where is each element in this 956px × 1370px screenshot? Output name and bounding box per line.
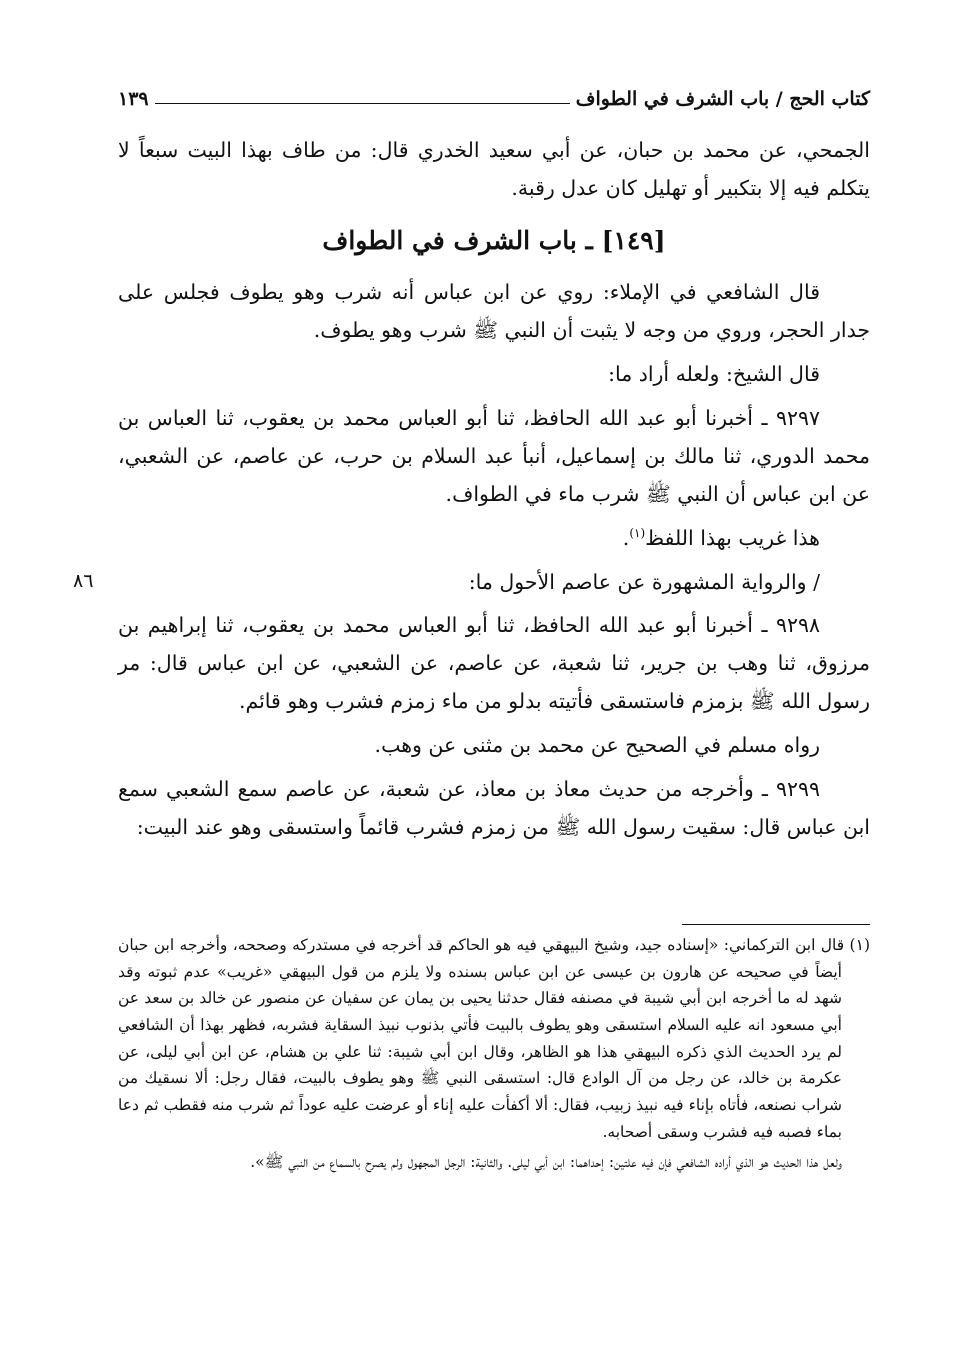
intro-paragraph: الجمحي، عن محمد بن حبان، عن أبي سعيد الخدري قال: من طاف بهذا البيت سبعاً لا يتكلم فيه إلا بتكبير أو تهليل كان عدل رقبة. [118,138,870,200]
header-rule [155,103,570,104]
riwaya-text: / والرواية المشهورة عن عاصم الأحول ما: [468,569,820,594]
muslim-paragraph: رواه مسلم في الصحيح عن محمد بن مثنى عن وهب. [374,733,820,758]
gharib-paragraph [118,520,870,558]
shafii-paragraph: قال الشافعي في الإملاء: روي عن ابن عباس أنه شرب وهو يطوف فجلس على جدار الحجر، وروي من وجه لا يثبت أن النبي ﷺ شرب وهو يطوف. [118,280,870,343]
hadith-9299: ٩٢٩٩ ـ وأخرجه من حديث معاذ بن معاذ، عن شعبة، عن عاصم سمع الشعبي سمع ابن عباس قال: سقيت رسول الله ﷺ من زمزم فشرب قائماً واستسقى وهو عند البيت: [118,777,870,840]
running-header [118,82,870,116]
chapter-heading: [١٤٩] ـ باب الشرف في الطواف [322,225,666,255]
margin-page-number: ٨٦ [73,569,94,592]
footnote-1: (١) قال ابن التركماني: «إسناده جيد، وشيخ البيهقي فيه هو الحاكم قد أخرجه في مستدركه وصححه، وأخرجه ابن حبان أيضاً في صحيحه عن هارون بن عيسى عن ابن عباس بسنده ولا يلزم من قول البيهقي «غريب» عدم ثبوته وقد شهد له ما أخرجه ابن أبي شيبة في مصنفه فقال حدثنا يحيى بن يمان عن سفيان عن منصور عن خالد بن سعد عن أبي مسعود انه عليه السلام استسقى وهو يطوف بالبيت فأتي بذنوب نبيذ السقاية فشربه، فظهر بهذا أن الشافعي لم يرد الحديث الذي ذكره البيهقي هذا هو الظاهر، وقال ابن أبي شيبة: ثنا علي بن هشام، عن ابن أبي ليلى، عن عكرمة بن خالد، عن رجل من آل الوادع قال: استسقى النبي ﷺ وهو يطوف بالبيت، فقال رجل: ألا نسقيك من شراب نصنعه، فأتاه بإناء فيه نبيذ زبيب، فقال: ألا أكفأت عليه إناء أو عرضت عليه عوداً ثم شرب منه فقطب ثم دعا بماء فصبه فيه فشرب وسقى أصحابه. [118,936,870,1141]
footnote-ref-1: (١) [629,525,646,540]
gharib-text: هذا غريب بهذا اللفظ [645,525,820,550]
sheikh-paragraph: قال الشيخ: ولعله أراد ما: [608,361,820,386]
main-text [73,132,870,853]
riwaya-paragraph [73,564,870,602]
footnote-1-continuation: ولعل هذا الحديث هو الذي أراده الشافعي فإن فيه علتين: إحداهما: ابن أبي ليلى. والثانية: الرجل المجهول ولم يصرح بالسماع من النبي ﷺ». [250,1153,842,1172]
header-title: كتاب الحج / باب الشرف في الطواف [575,88,870,110]
hadith-9298: ٩٢٩٨ ـ أخبرنا أبو عبد الله الحافظ، ثنا أبو العباس محمد بن يعقوب، ثنا إبراهيم بن مرزوق، ثنا وهب بن جرير، ثنا شعبة، عن عاصم، عن الشعبي، عن ابن عباس قال: مر رسول الله ﷺ بزمزم فاستسقى فأتيته بدلو من ماء زمزم فشرب وهو قائم. [118,613,870,714]
page-number: ١٣٩ [118,88,149,110]
hadith-9297: ٩٢٩٧ ـ أخبرنا أبو عبد الله الحافظ، ثنا أبو العباس محمد بن يعقوب، ثنا العباس بن محمد الدوري، ثنا مالك بن إسماعيل، أنبأ عبد السلام بن حرب، عن عاصم، عن الشعبي، عن ابن عباس أن النبي ﷺ شرب ماء في الطواف. [118,405,870,506]
gharib-end: . [622,525,630,550]
footnote-separator [682,924,870,925]
footnotes [118,932,870,1176]
